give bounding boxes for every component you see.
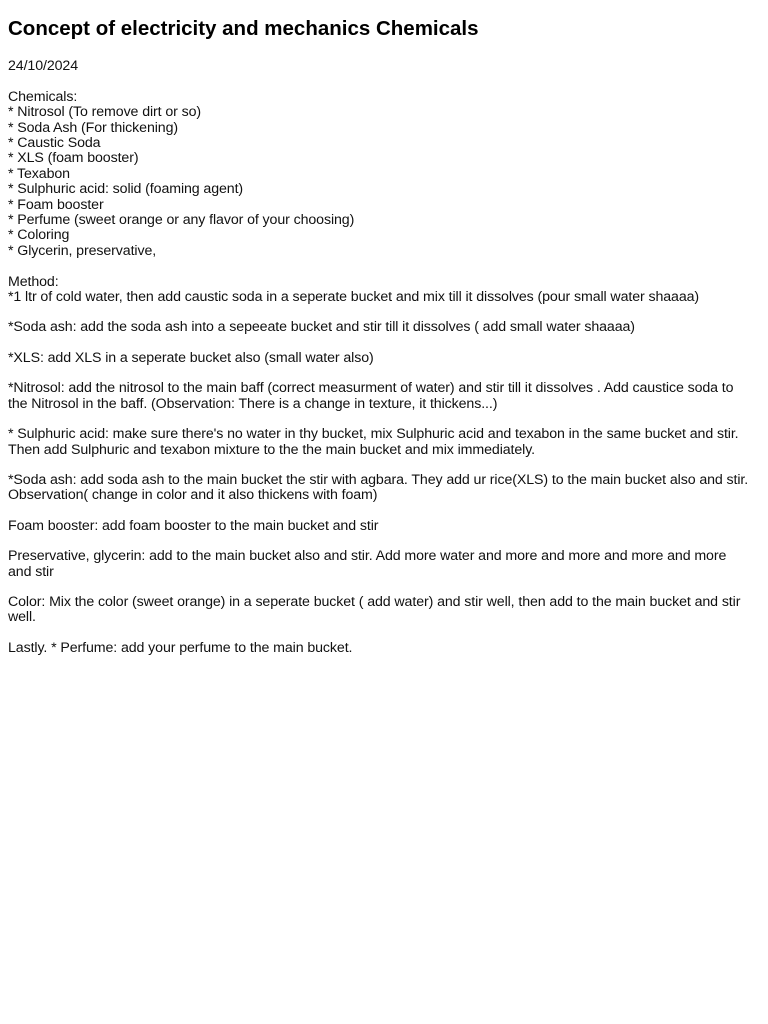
- method-step: *Nitrosol: add the nitrosol to the main baff (correct measurment of water) and stir till it dissolves . Add caustice soda to the Nitrosol in the baff. (Observation: There is a change in texture, it thickens...): [8, 380, 734, 412]
- method-step: Foam booster: add foam booster to the main bucket and stir: [8, 517, 379, 534]
- method-step: *Soda ash: add the soda ash into a sepeeate bucket and stir till it dissolves ( add small water shaaaa): [8, 319, 635, 336]
- chemical-item: * Glycerin, preservative,: [8, 242, 157, 259]
- chemical-item: * Caustic Soda: [8, 135, 101, 152]
- chemical-item: * Coloring: [8, 227, 70, 244]
- method-step: Preservative, glycerin: add to the main bucket also and stir. Add more water and more and more and more and more and stir: [8, 548, 727, 580]
- chemical-item: * XLS (foam booster): [8, 150, 139, 167]
- chemicals-section: [8, 90, 760, 259]
- chemical-item: * Nitrosol (To remove dirt or so): [8, 104, 202, 121]
- chemical-item: * Texabon: [8, 165, 70, 182]
- method-heading: Method:: [8, 273, 59, 290]
- chemicals-heading: Chemicals:: [8, 88, 78, 105]
- chemical-item: * Soda Ash (For thickening): [8, 119, 179, 136]
- method-step: Color: Mix the color (sweet orange) in a seperate bucket ( add water) and stir well, then add to the main bucket and stir well.: [8, 593, 741, 626]
- method-step: Lastly. * Perfume: add your perfume to the main bucket.: [8, 639, 353, 656]
- chemical-item: * Sulphuric acid: solid (foaming agent): [8, 181, 244, 198]
- chemical-item: * Foam booster: [8, 196, 104, 213]
- method-step: *XLS: add XLS in a seperate bucket also (small water also): [8, 349, 374, 366]
- page-title: Concept of electricity and mechanics Chemicals: [8, 17, 479, 40]
- method-step: *Soda ash: add soda ash to the main bucket the stir with agbara. They add ur rice(XLS) to the main bucket also and stir. Observation( change in color and it also thickens with foam): [8, 471, 749, 504]
- method-section: [8, 275, 760, 657]
- method-step: * Sulphuric acid: make sure there's no water in thy bucket, mix Sulphuric acid and texabon in the same bucket and stir. Then add Sulphuric and texabon mixture to the the main bucket and mix immediately.: [8, 426, 739, 458]
- chemical-item: * Perfume (sweet orange or any flavor of your choosing): [8, 212, 355, 229]
- method-step: *1 ltr of cold water, then add caustic soda in a seperate bucket and mix till it dissolves (pour small water shaaaa): [8, 289, 700, 306]
- note-date: 24/10/2024: [8, 58, 79, 74]
